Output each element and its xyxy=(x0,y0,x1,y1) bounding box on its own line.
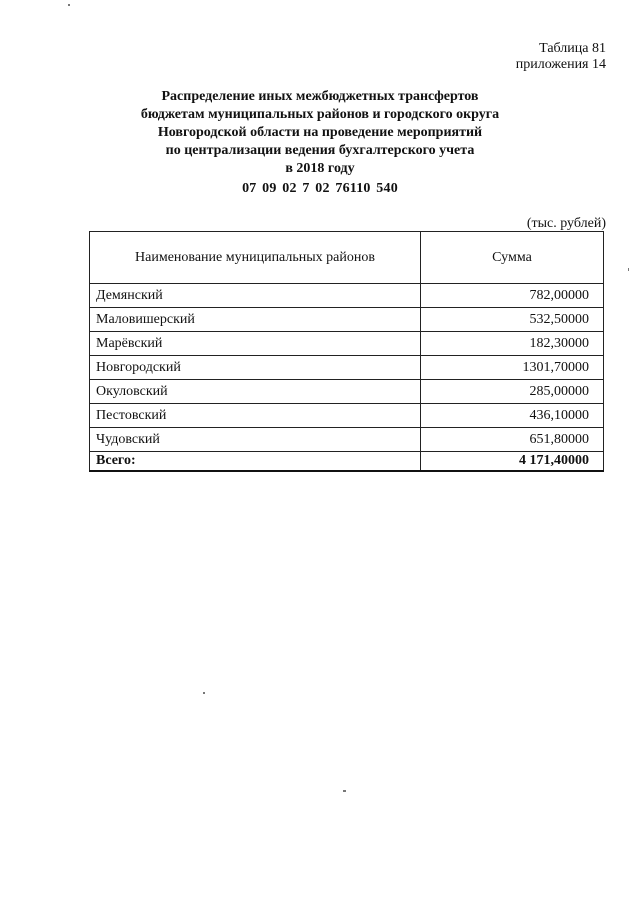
total-label: Всего: xyxy=(90,452,421,472)
district-name: Новгородский xyxy=(90,356,421,380)
scan-speck xyxy=(203,692,205,694)
title-line: Новгородской области на проведение мероприятий xyxy=(157,125,483,140)
table-row xyxy=(90,308,604,332)
scan-speck xyxy=(68,4,70,6)
table-header-row xyxy=(90,232,604,284)
title-line: Распределение иных межбюджетных трансфертов xyxy=(161,89,479,104)
district-name: Марёвский xyxy=(90,332,421,356)
district-name: Окуловский xyxy=(90,380,421,404)
annex-table-number: Таблица 81 xyxy=(539,41,606,56)
total-amount: 4 171,40000 xyxy=(421,452,604,472)
district-name: Маловишерский xyxy=(90,308,421,332)
district-amount: 436,10000 xyxy=(421,404,604,428)
table-row xyxy=(90,356,604,380)
table-row xyxy=(90,404,604,428)
annex-reference xyxy=(516,41,606,73)
table-row xyxy=(90,428,604,452)
header-amount: Сумма xyxy=(421,232,604,284)
title-line: в 2018 году xyxy=(285,161,355,176)
document-title xyxy=(0,88,640,178)
district-name: Демянский xyxy=(90,284,421,308)
district-amount: 1301,70000 xyxy=(421,356,604,380)
scan-speck xyxy=(343,790,346,792)
distribution-table xyxy=(89,231,604,472)
district-amount: 285,00000 xyxy=(421,380,604,404)
table-row xyxy=(90,380,604,404)
annex-appendix: приложения 14 xyxy=(515,57,606,72)
units-label: (тыс. рублей) xyxy=(526,216,606,231)
title-line: по централизации ведения бухгалтерского учета xyxy=(165,143,475,158)
table-row xyxy=(90,332,604,356)
district-name: Чудовский xyxy=(90,428,421,452)
total-row xyxy=(90,452,604,472)
header-name: Наименование муниципальных районов xyxy=(90,232,421,284)
title-line: бюджетам муниципальных районов и городского округа xyxy=(140,107,500,122)
district-amount: 532,50000 xyxy=(421,308,604,332)
scan-speck xyxy=(628,268,629,271)
district-amount: 651,80000 xyxy=(421,428,604,452)
district-amount: 782,00000 xyxy=(421,284,604,308)
budget-code: 07 09 02 7 02 76110 540 xyxy=(242,181,398,196)
district-name: Пестовский xyxy=(90,404,421,428)
table-row xyxy=(90,284,604,308)
district-amount: 182,30000 xyxy=(421,332,604,356)
